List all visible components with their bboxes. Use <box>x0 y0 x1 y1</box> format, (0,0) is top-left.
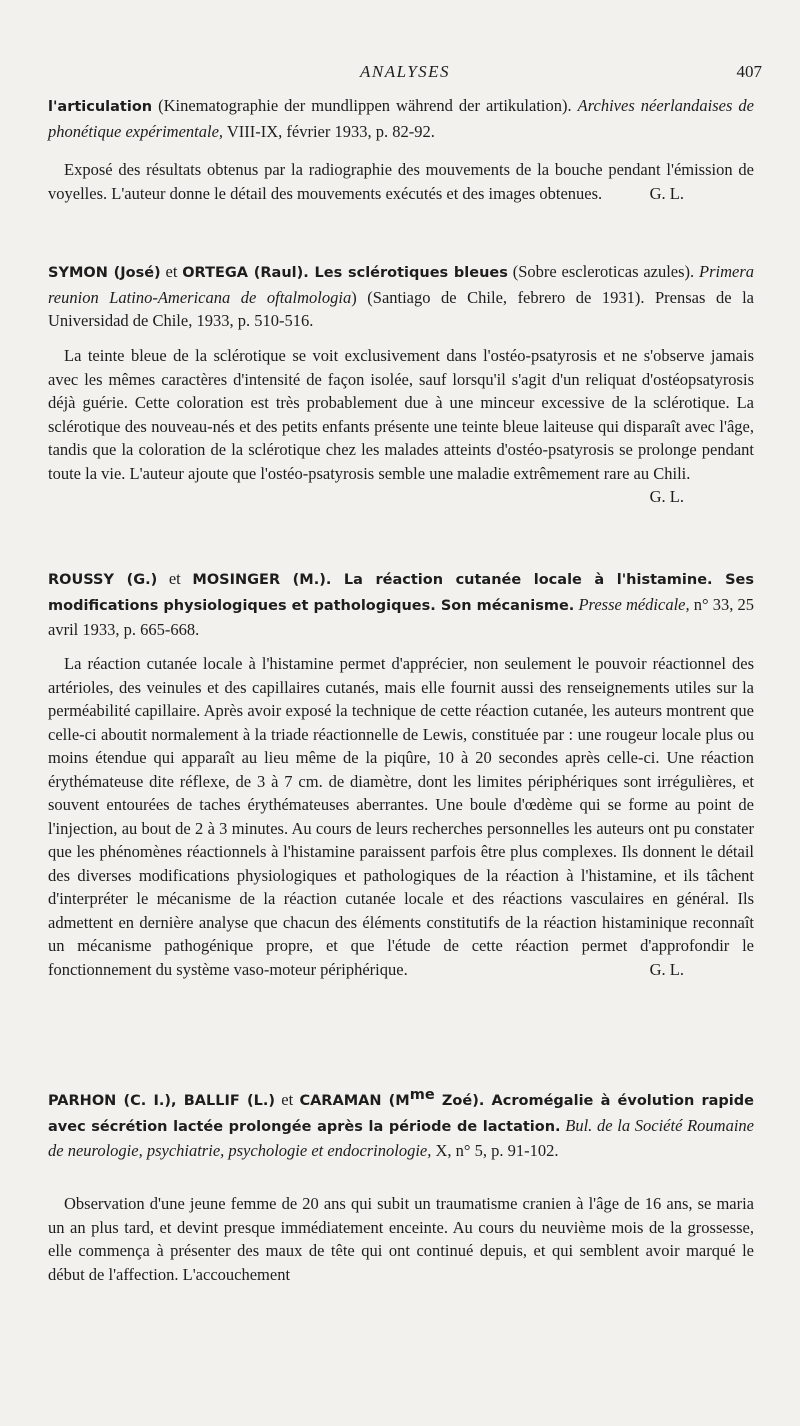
page-number: 407 <box>736 62 762 81</box>
page-header <box>48 62 762 86</box>
entry-2-author-2: ORTEGA <box>182 265 248 281</box>
entry-3-ref-rest: n° 33, 25 avril 1933, p. 665-668. <box>48 594 754 639</box>
entry-3-body-text: La réaction cutanée locale à l'histamine permet d'apprécier, non seulement le pouvoir réactionnel des artérioles, des veinules et des capillaires cutanés, mais elle fournit aussi des renseignements utiles sur la perméabilité capillaire. Après avoir exposé la technique de cette réaction cutanée, les auteurs montrent que celle-ci aboutit normalement à la triade réactionnelle de Lewis, constituée par : une rougeur locale plus ou moins étendue qui apparaît au lieu même de la piqûre, 10 à 20 secondes après celle-ci. Une réaction érythémateuse dite réflexe, de 3 à 7 cm. de diamètre, dont les limites périphériques sont irrégulières, et souvent entourées de taches érythémateuses aberrantes. Une boule d'œdème qui se forme au point de l'injection, au bout de 2 à 3 minutes. Au cours de leurs recherches personnelles les auteurs ont pu constater que les phénomènes réactionnels à l'histamine paraissent parfois être plus complexes. Ils donnent le détail des diverses modifications physiologiques et pathologiques de la réaction à l'histamine, et ils tâchent d'interpréter le mécanisme de la réaction cutanée locale et des réactions vasculaires en général. Ils admettent en dernière analyse que chacun des éléments constitutifs de la réaction histaminique reconnaît un mécanisme pathogénique propre, et que l'étude de cette réaction permet d'approfondir le fonctionnement du système vaso-moteur périphérique. <box>48 654 754 979</box>
entry-4-and: et <box>274 1090 300 1109</box>
entry-1-ref-a: l'articulation <box>48 99 153 115</box>
entry-3-journal: Presse médicale, <box>574 594 690 614</box>
entry-2-reference <box>48 260 754 333</box>
entry-4-author-1-first: (C. I.), <box>116 1093 177 1109</box>
entry-2-body <box>48 344 754 509</box>
entry-3-body <box>48 652 754 981</box>
entry-4-reference <box>48 1084 754 1163</box>
entry-4-author-2: BALLIF <box>176 1093 240 1109</box>
entry-4-body-text: Observation d'une jeune femme de 20 ans qui subit un traumatisme cranien à l'âge de 16 ans, se maria un an plus tard, et devint presque immédiatement enceinte. Au cours du neuvième mois de la grossesse, elle commença à présenter des maux de tête qui ont continué depuis, et qui semblent avoir marqué le début de l'affection. L'accouchement <box>48 1194 754 1284</box>
entry-4-superscript: me <box>409 1087 435 1103</box>
entry-1-body-text: Exposé des résultats obtenus par la radiographie des mouvements de la bouche pendant l'émission de voyelles. L'auteur donne le détail des mouvements exécutés et des images obtenues. <box>48 160 754 203</box>
entry-2-ref-rest: ) (Santiago de Chile, febrero de 1931). Prensas de la Universidad de Chile, 1933, p. 510-516. <box>48 287 754 330</box>
entry-4-journal: Bul. de la Société Roumaine de neurologie, psychiatrie, psychologie et endocrinologie, <box>48 1115 754 1160</box>
running-head: ANALYSES <box>359 62 451 81</box>
entry-2-author-1-first: (José) <box>107 265 161 281</box>
entry-2-body-text: La teinte bleue de la sclérotique se voit exclusivement dans l'ostéo-psatyrosis et ne s'observe jamais avec les mêmes caractères d'intensité de façon isolée, sauf lorsqu'il s'agit d'un reliquat d'ostéopsatyrosis déjà guérie. Cette coloration est très probablement due à une minceur excessive de la sclérotique. La sclérotique des nouveau-nés et des petits enfants présente une teinte bleue laiteuse qui disparaît avec l'âge, tandis que la coloration de la sclérotique chez les malades atteints d'ostéo-psatyrosis se prolonge pendant toute la vie. L'auteur ajoute que l'ostéo-psatyrosis semble une maladie extrêmement rare au Chili. <box>48 346 754 483</box>
entry-3-reference <box>48 567 754 642</box>
entry-4-author-3: CARAMAN <box>299 1093 382 1109</box>
entry-4-author-3-first-b: Zoé). <box>434 1093 485 1109</box>
entry-3-initials: G. L. <box>649 959 684 979</box>
entry-4-title: Acromégalie à évolution rapide avec sécrétion lactée prolongée après la période de lactation. <box>48 1093 754 1135</box>
entry-4-author-2-first: (L.) <box>239 1093 275 1109</box>
entry-3-author-1: ROUSSY <box>48 572 115 588</box>
entry-3-author-1-first: (G.) <box>114 572 158 588</box>
entry-4-author-3-first-a: (M <box>381 1093 410 1109</box>
entry-4-body <box>48 1192 754 1286</box>
entry-1-body <box>48 158 754 205</box>
entry-1-reference <box>48 94 754 143</box>
entry-1-journal: Archives néerlandaises de phonétique expérimentale, <box>48 96 754 141</box>
entry-2-title: Les sclérotiques bleues <box>308 265 508 281</box>
entry-1-initials: G. L. <box>649 183 684 203</box>
entry-3-author-2: MOSINGER <box>192 572 281 588</box>
entry-3-author-2-first: (M.). <box>280 572 332 588</box>
entry-3-title: La réaction cutanée locale à l'histamine. Ses modifications physiologiques et pathologiques. Son mécanisme. <box>48 572 754 614</box>
entry-2-author-1: SYMON <box>48 265 108 281</box>
entry-1-ref-d: VIII-IX, février 1933, p. 82-92. <box>223 121 435 141</box>
entry-2-and: et <box>160 262 183 281</box>
entry-1-ref-b: (Kinematographie der mundlippen während der artikulation). <box>152 96 578 115</box>
entry-3-and: et <box>157 569 193 588</box>
entry-2-subtitle: (Sobre escleroticas azules). <box>507 262 699 281</box>
entry-4-author-1: PARHON <box>48 1093 117 1109</box>
entry-2-journal: Primera reunion Latino-Americana de oftalmologia <box>48 262 754 307</box>
entry-2-author-2-first: (Raul). <box>248 265 309 281</box>
entry-4-ref-rest: X, n° 5, p. 91-102. <box>431 1141 559 1160</box>
entry-2-initials: G. L. <box>649 487 684 506</box>
